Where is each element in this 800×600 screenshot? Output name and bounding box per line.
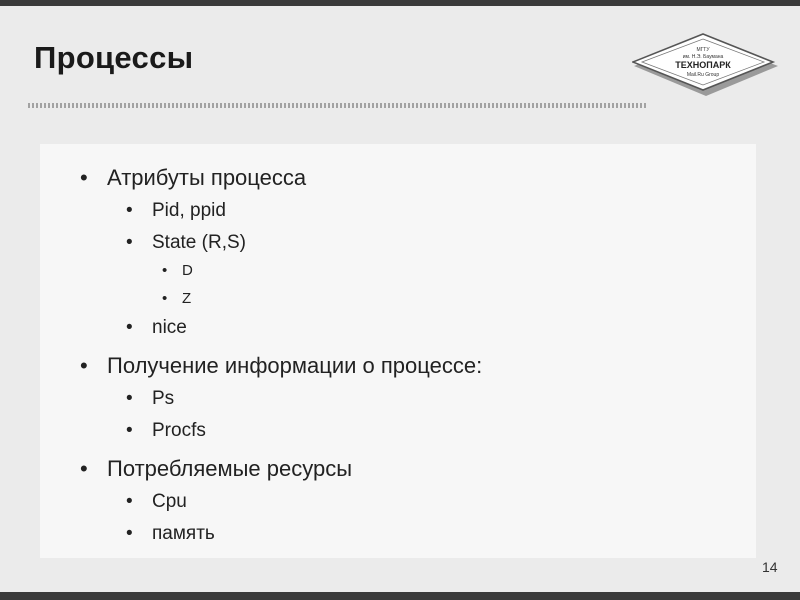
page-number: 14: [762, 559, 778, 575]
list-item-cpu: Cpu: [152, 491, 187, 512]
list-item-pid: Pid, ppid: [152, 200, 226, 221]
bullet: •: [126, 523, 133, 544]
logo-line1: МГТУ: [696, 47, 710, 53]
bullet: •: [80, 165, 88, 190]
bullet: •: [162, 290, 168, 307]
bullet: •: [126, 200, 133, 221]
top-bar: [0, 0, 800, 6]
logo-line2: им. Н.Э. Баумана: [682, 54, 724, 60]
logo-line4: Mail.Ru Group: [686, 72, 720, 78]
list-item-attributes: Атрибуты процесса: [107, 165, 307, 190]
bullet: •: [126, 388, 133, 409]
bullet: •: [126, 317, 133, 338]
bullet: •: [126, 420, 133, 441]
list-item-nice: nice: [152, 317, 187, 338]
list-item-state: State (R,S): [152, 232, 246, 253]
bullet: •: [162, 262, 168, 279]
bottom-bar: [0, 592, 800, 600]
bullet: •: [126, 232, 133, 253]
list-item-resources: Потребляемые ресурсы: [107, 456, 353, 481]
list-item-ps: Ps: [152, 388, 175, 409]
list-item-info: Получение информации о процессе:: [107, 353, 483, 378]
list-item-state-z: Z: [182, 290, 192, 307]
list-item-procfs: Procfs: [152, 420, 206, 441]
content-box: [40, 144, 756, 558]
bullet: •: [126, 491, 133, 512]
list-item-state-d: D: [182, 262, 193, 279]
list-item-memory: память: [152, 523, 215, 544]
logo-line3: ТЕХНОПАРК: [675, 60, 731, 70]
slide-title: Процессы: [34, 40, 194, 75]
technopark-logo: [632, 30, 782, 104]
title-divider: [28, 103, 646, 108]
bullet: •: [80, 456, 88, 481]
bullet: •: [80, 353, 88, 378]
